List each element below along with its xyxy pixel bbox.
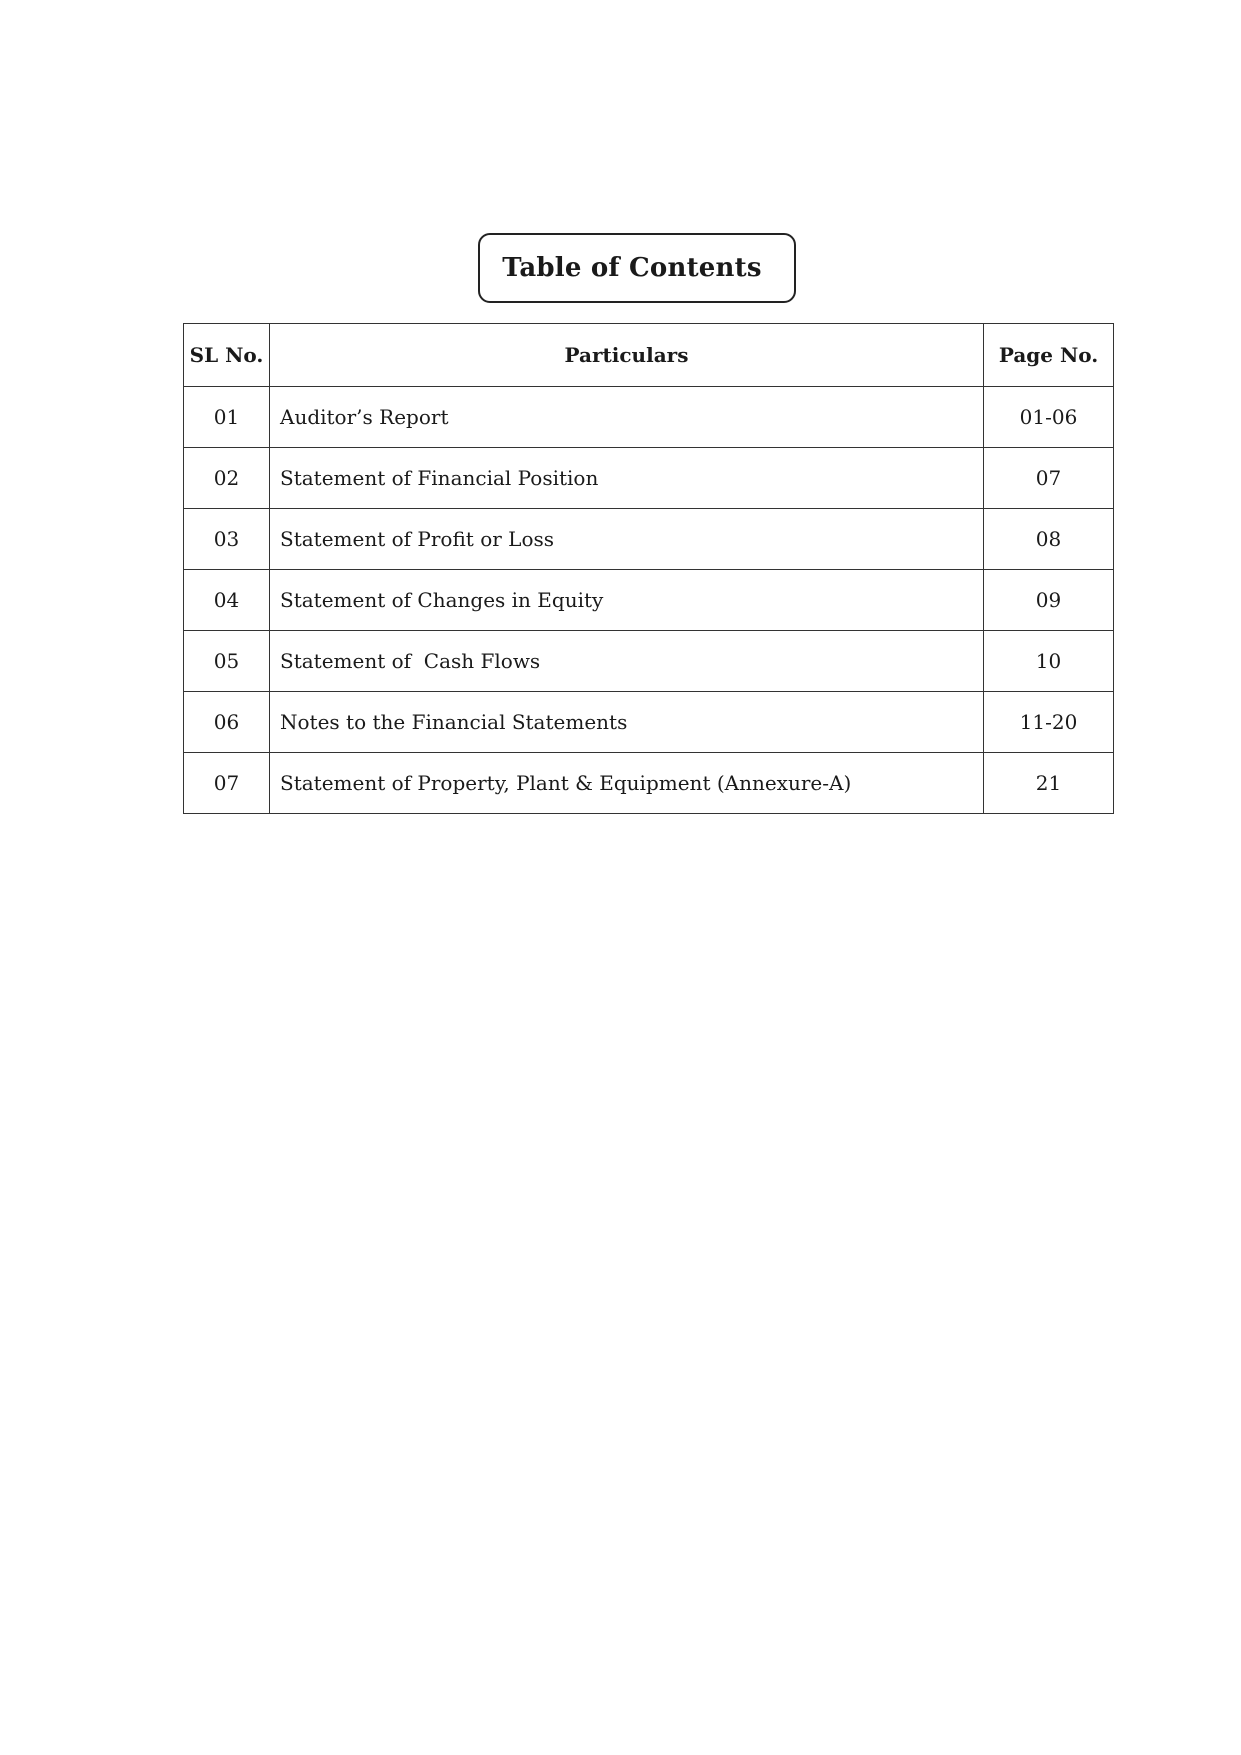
particulars-cell: Statement of Property, Plant & Equipment (Annexure-A): [270, 753, 984, 814]
table-row: [184, 509, 1114, 570]
particulars-cell: Statement of Financial Position: [270, 448, 984, 509]
sl-no-cell: 03: [184, 509, 270, 570]
table-row: [184, 631, 1114, 692]
particulars-cell: Statement of Cash Flows: [270, 631, 984, 692]
table-row: [184, 387, 1114, 448]
page-no-cell: 21: [984, 753, 1114, 814]
sl-no-cell: 02: [184, 448, 270, 509]
title-box: [478, 233, 796, 303]
table-row: [184, 753, 1114, 814]
header-particulars: Particulars: [270, 324, 984, 387]
sl-no-cell: 05: [184, 631, 270, 692]
header-page-no: Page No.: [984, 324, 1114, 387]
header-row: [184, 324, 1114, 387]
page-no-cell: 01-06: [984, 387, 1114, 448]
contents-table: [183, 323, 1114, 814]
page-no-cell: 08: [984, 509, 1114, 570]
sl-no-cell: 04: [184, 570, 270, 631]
page-no-cell: 11-20: [984, 692, 1114, 753]
table-row: [184, 570, 1114, 631]
page-no-cell: 10: [984, 631, 1114, 692]
table-row: [184, 692, 1114, 753]
table-row: [184, 448, 1114, 509]
sl-no-cell: 07: [184, 753, 270, 814]
particulars-cell: Statement of Profit or Loss: [270, 509, 984, 570]
sl-no-cell: 01: [184, 387, 270, 448]
page-title: Table of Contents: [502, 253, 762, 283]
sl-no-cell: 06: [184, 692, 270, 753]
particulars-cell: Notes to the Financial Statements: [270, 692, 984, 753]
page-no-cell: 09: [984, 570, 1114, 631]
page-no-cell: 07: [984, 448, 1114, 509]
particulars-cell: Auditor’s Report: [270, 387, 984, 448]
particulars-cell: Statement of Changes in Equity: [270, 570, 984, 631]
header-sl-no: SL No.: [184, 324, 270, 387]
